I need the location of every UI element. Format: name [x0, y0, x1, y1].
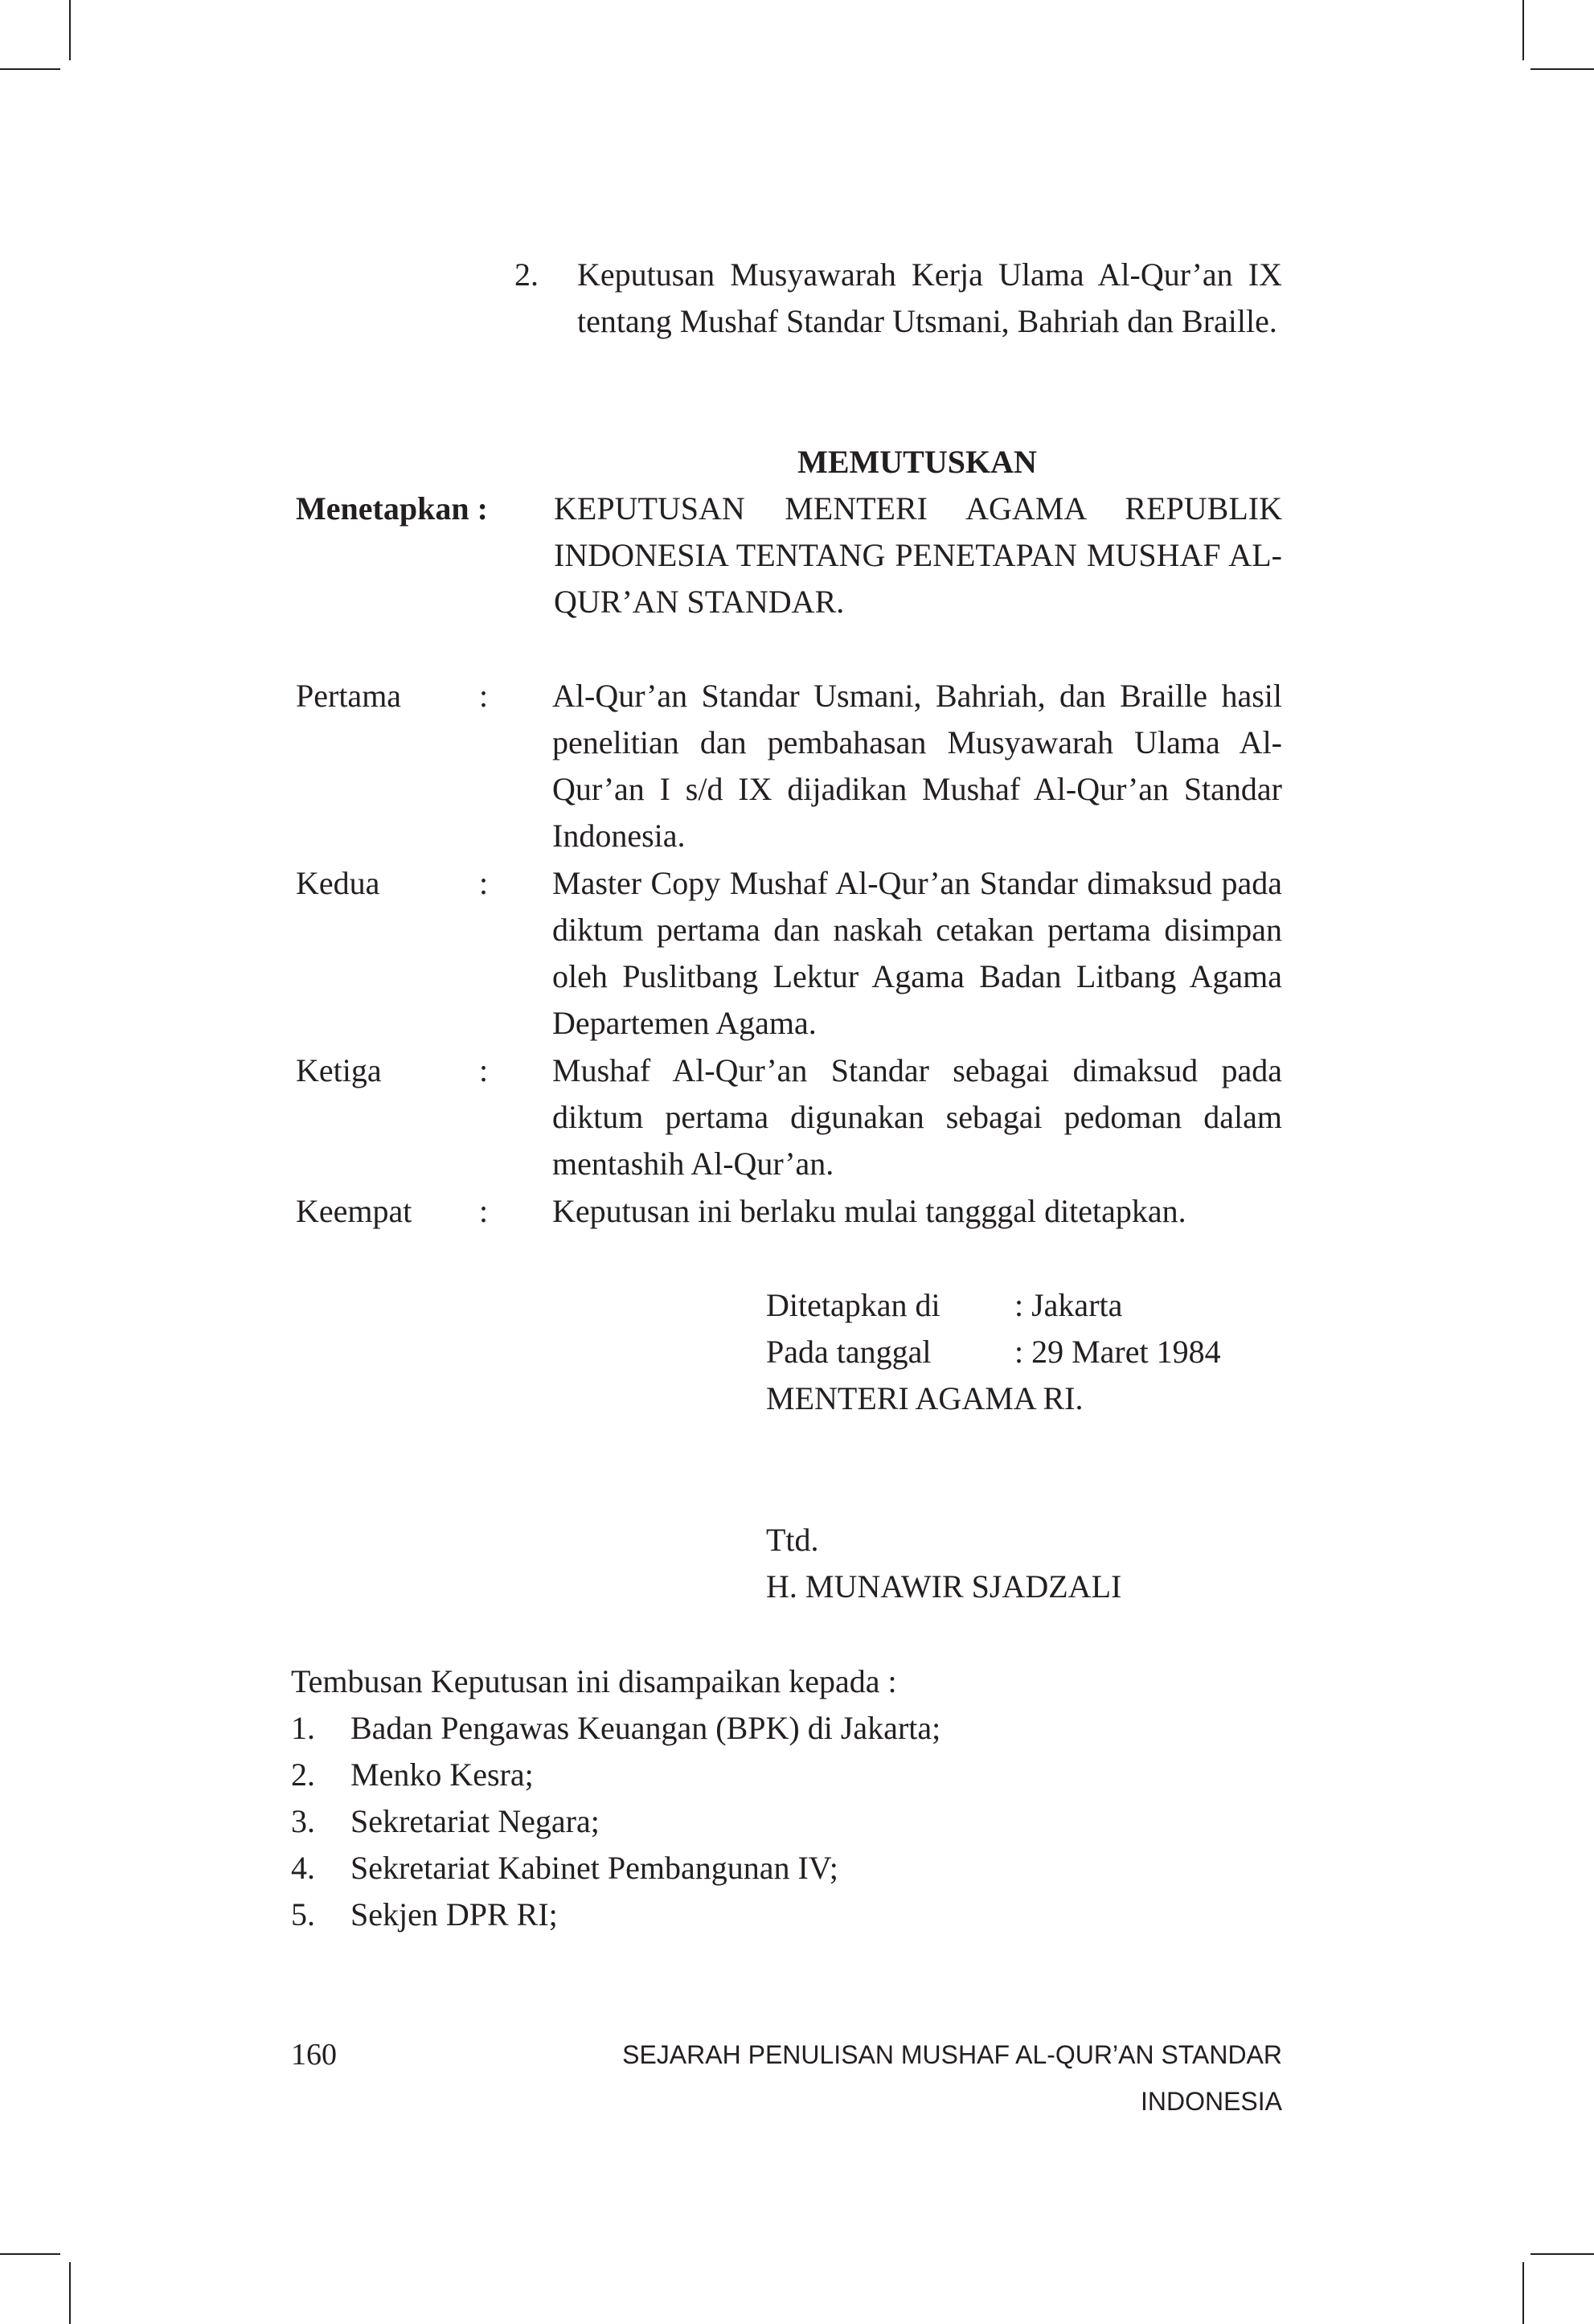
date-value: : 29 Maret 1984 [1014, 1334, 1221, 1370]
list-item: Menko Kesra; [350, 1756, 534, 1793]
dictum-colon: : [479, 1193, 489, 1229]
crop-mark [1522, 2262, 1524, 2324]
list-item: Badan Pengawas Keuangan (BPK) di Jakarta; [350, 1710, 941, 1746]
office-title: MENTERI AGAMA RI. [766, 1380, 1084, 1416]
copies-intro: Tembusan Keputusan ini disampaikan kepada : [291, 1663, 897, 1699]
dictum-text: Mushaf Al-Qur’an Standar sebagai dimaksud pada diktum pertama digunakan sebagai pedoman dalam mentashih Al-Qur’an. [552, 1052, 1282, 1182]
list-item-number: 3. [291, 1803, 315, 1839]
crop-mark [69, 0, 71, 60]
dictum-label: Ketiga [296, 1052, 382, 1088]
signatory-name: H. MUNAWIR SJADZALI [766, 1568, 1122, 1605]
crop-mark [0, 2253, 60, 2255]
place-value: : Jakarta [1014, 1287, 1123, 1323]
dictum-colon: : [479, 678, 489, 714]
establish-label: Menetapkan : [296, 490, 488, 527]
dictum-label: Keempat [296, 1193, 412, 1229]
list-item: Sekretariat Negara; [350, 1803, 600, 1839]
crop-mark [1522, 0, 1524, 60]
crop-mark [1530, 68, 1594, 70]
considering-item-text: Keputusan Musyawarah Kerja Ulama Al-Qur’an IX tentang Mushaf Standar Utsmani, Bahriah dan Braille. [577, 256, 1282, 339]
dictum-text: Al-Qur’an Standar Usmani, Bahriah, dan Braille hasil penelitian dan pembahasan Musyawarah Ulama Al-Qur’an I s/d IX dijadikan Mushaf Al-Qur’an Standar Indonesia. [552, 678, 1282, 854]
dictum-label: Pertama [296, 678, 402, 714]
list-item-number: 4. [291, 1850, 315, 1886]
decision-heading: MEMUTUSKAN [797, 444, 1037, 480]
dictum-colon: : [479, 865, 489, 901]
dictum-text: Keputusan ini berlaku mulai tangggal ditetapkan. [552, 1193, 1186, 1229]
dictum-colon: : [479, 1052, 489, 1088]
considering-item-number: 2. [514, 256, 539, 293]
list-item-number: 2. [291, 1756, 315, 1793]
signed-mark: Ttd. [766, 1522, 819, 1558]
crop-mark [69, 2262, 71, 2324]
dictum-label: Kedua [296, 865, 380, 901]
place-label: Ditetapkan di [766, 1287, 940, 1323]
list-item-number: 5. [291, 1896, 315, 1933]
running-title: SEJARAH PENULISAN MUSHAF AL-QUR’AN STANDAR INDONESIA [622, 2040, 1282, 2116]
date-label: Pada tanggal [766, 1334, 932, 1370]
crop-mark [0, 68, 60, 70]
list-item: Sekretariat Kabinet Pembangunan IV; [350, 1850, 838, 1886]
crop-mark [1530, 2253, 1594, 2255]
page-number: 160 [291, 2038, 337, 2072]
dictum-text: Master Copy Mushaf Al-Qur’an Standar dimaksud pada diktum pertama dan naskah cetakan pertama disimpan oleh Puslitbang Lektur Agama Badan Litbang Agama Departemen Agama. [552, 865, 1282, 1041]
establish-text: KEPUTUSAN MENTERI AGAMA REPUBLIK INDONESIA TENTANG PENETAPAN MUSHAF AL-QUR’AN STANDAR. [554, 490, 1282, 620]
list-item-number: 1. [291, 1710, 315, 1746]
list-item: Sekjen DPR RI; [350, 1896, 558, 1933]
